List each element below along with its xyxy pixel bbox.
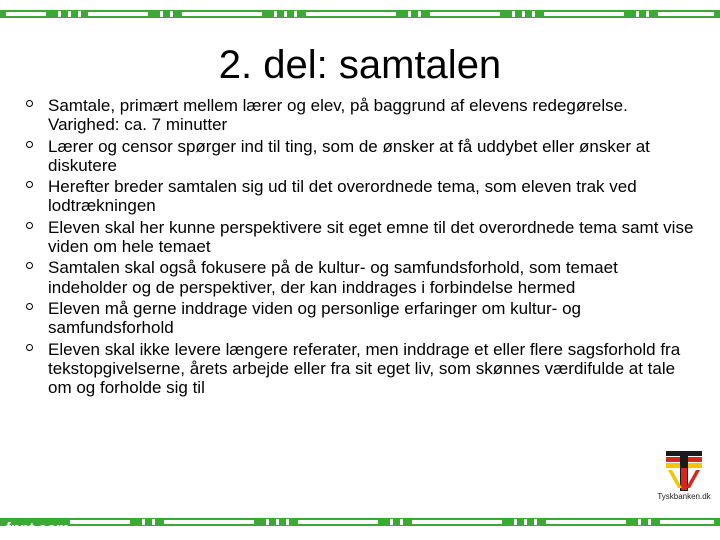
bullet-circle-icon bbox=[26, 100, 33, 107]
logo-caption: Tyskbanken.dk bbox=[657, 492, 711, 501]
tyskbanken-logo-icon bbox=[652, 448, 716, 492]
watermark-text: fppt.com bbox=[6, 520, 70, 537]
bullet-item bbox=[20, 340, 700, 398]
bullet-item bbox=[20, 258, 700, 297]
bullet-list bbox=[20, 96, 700, 399]
slide-title: 2. del: samtalen bbox=[218, 43, 502, 87]
bullet-circle-icon bbox=[26, 303, 33, 310]
bullet-circle-icon bbox=[26, 141, 33, 148]
bullet-item bbox=[20, 96, 700, 135]
bullet-item bbox=[20, 299, 700, 338]
bullet-text: Eleven skal her kunne perspektivere sit eget emne til det overordnede tema samt vise viden om hele temaet bbox=[48, 217, 694, 257]
bullet-text: Eleven må gerne inddrage viden og personlige erfaringer om kultur- og samfundsforhold bbox=[48, 298, 581, 338]
bullet-item bbox=[20, 218, 700, 257]
bullet-text: Eleven skal ikke levere længere referater, men inddrage et eller flere sagsforhold fra tekstopgivelserne, årets arbejde eller fra sit eget liv, som skønnes værdifulde at tale om og forholde sig til bbox=[48, 339, 681, 398]
bullet-circle-icon bbox=[26, 222, 33, 229]
bullet-circle-icon bbox=[26, 181, 33, 188]
bullet-text: Samtale, primært mellem lærer og elev, på baggrund af elevens redegørelse. Varighed: ca. 7 minutter bbox=[48, 96, 628, 135]
bottom-decorative-stripe bbox=[0, 516, 720, 528]
bullet-circle-icon bbox=[26, 344, 33, 351]
bullet-text: Herefter breder samtalen sig ud til det overordnede tema, som eleven trak ved lodtrækningen bbox=[48, 177, 637, 216]
bullet-text: Samtalen skal også fokusere på de kultur- og samfundsforhold, som temaet indeholder og de perspektiver, der kan inddrages i forbindelse hermed bbox=[48, 258, 618, 297]
bullet-circle-icon bbox=[26, 262, 33, 269]
bullet-text: Lærer og censor spørger ind til ting, som de ønsker at få uddybet eller ønsker at diskutere bbox=[48, 136, 650, 175]
tyskbanken-logo bbox=[652, 448, 716, 504]
top-decorative-stripe bbox=[0, 8, 720, 20]
bullet-item bbox=[20, 137, 700, 176]
bullet-item bbox=[20, 177, 700, 216]
